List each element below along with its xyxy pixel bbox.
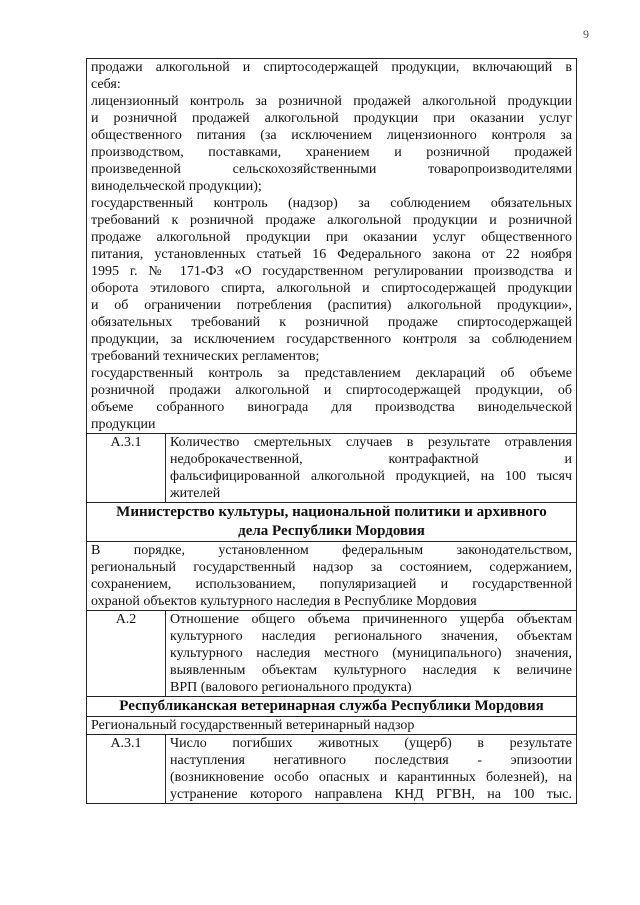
- heading-line: дела Республики Мордовия: [238, 523, 425, 539]
- indicators-table: [86, 58, 577, 804]
- text-line: устранение которого направлена КНД РГВН, на 100 тыс.: [170, 787, 572, 802]
- text-line: охраной объектов культурного наследия в Республике Мордовия: [91, 594, 477, 609]
- text-line: культурного наследия регионального значения, объектам: [170, 629, 572, 644]
- text-line: В порядке, установленном федеральным законодательством,: [91, 543, 572, 558]
- indicator-description: [166, 434, 577, 503]
- text-line: Региональный государственный ветеринарный надзор: [91, 718, 415, 733]
- text-line: произведенной сельскохозяйственными товаропроизводителями: [91, 162, 572, 177]
- section-heading: [87, 503, 577, 542]
- text-line: (возникновение особо опасных и карантинных болезней), на: [170, 770, 572, 785]
- text-line: культурного наследия местного (муниципального) значения,: [170, 646, 572, 661]
- text-line: объеме собранного винограда для производства винодельческой: [91, 400, 572, 415]
- table-row: [87, 611, 577, 697]
- control-description: [87, 542, 577, 611]
- indicator-description: [166, 611, 577, 697]
- text-line: розничной продажи алкогольной и спиртосодержащей продукции, об: [91, 383, 572, 398]
- text-line: и розничной продажей алкогольной продукции при оказании услуг: [91, 111, 572, 126]
- text-line: продажи алкогольной и спиртосодержащей продукции, включающий в: [91, 60, 572, 75]
- text-line: жителей: [170, 486, 221, 501]
- text-line: обязательных требований к розничной продаже спиртосодержащей: [91, 315, 572, 330]
- text-line: требований технических регламентов;: [91, 349, 320, 364]
- text-line: региональный государственный надзор за состоянием, содержанием,: [91, 560, 572, 575]
- text-line: общественного питания (за исключением лицензионного контроля за: [91, 128, 572, 143]
- control-description: [87, 59, 577, 434]
- table-row: [87, 434, 577, 503]
- table-row: [87, 697, 577, 717]
- table-row: [87, 717, 577, 735]
- text-line: требований к розничной продаже алкогольной продукции и розничной: [91, 213, 572, 228]
- text-line: наступления негативного последствия - эпизоотии: [170, 753, 572, 768]
- text-line: фальсифицированной алкогольной продукцией, на 100 тысяч: [170, 469, 572, 484]
- indicator-code: А.3.1: [87, 434, 166, 503]
- indicator-code: А.2: [87, 611, 166, 697]
- text-line: продукции, за исключением государственного контроля за соблюдением: [91, 332, 572, 347]
- text-line: государственный контроль (надзор) за соблюдением обязательных: [91, 196, 572, 211]
- text-line: Число погибших животных (ущерб) в результате: [170, 736, 572, 751]
- table-row: [87, 735, 577, 804]
- text-line: Отношение общего объема причиненного ущерба объектам: [170, 612, 572, 627]
- text-line: производством, поставками, хранением и розничной продажей: [91, 145, 572, 160]
- text-line: сохранением, использованием, популяризацией и государственной: [91, 577, 572, 592]
- text-line: Количество смертельных случаев в результате отравления: [170, 435, 572, 450]
- text-line: лицензионный контроль за розничной продажей алкогольной продукции: [91, 94, 572, 109]
- text-line: выявленным объектам культурного наследия к величине: [170, 663, 572, 678]
- table-row: [87, 503, 577, 542]
- text-line: винодельческой продукции);: [91, 179, 262, 194]
- text-line: себя:: [91, 77, 121, 92]
- indicator-description: [166, 735, 577, 804]
- text-line: 1995 г. № 171-ФЗ «О государственном регулировании производства и: [91, 264, 572, 279]
- text-line: продукции: [91, 417, 156, 432]
- indicator-code: А.3.1: [87, 735, 166, 804]
- text-line: питания, установленных статьей 16 Федерального закона от 22 ноября: [91, 247, 572, 262]
- text-line: продаже алкогольной продукции при оказании услуг общественного: [91, 230, 572, 245]
- text-line: оборота этилового спирта, алкогольной и спиртосодержащей продукции: [91, 281, 572, 296]
- table-row: [87, 542, 577, 611]
- page-number: 9: [583, 27, 589, 41]
- section-heading: Республиканская ветеринарная служба Республики Мордовия: [87, 697, 577, 717]
- heading-line: Министерство культуры, национальной политики и архивного: [116, 504, 547, 520]
- table-row: [87, 59, 577, 434]
- text-line: и об ограничении потребления (распития) алкогольной продукции»,: [91, 298, 572, 313]
- control-description: [87, 717, 577, 735]
- text-line: ВРП (валового регионального продукта): [170, 680, 412, 695]
- text-line: государственный контроль за представлением деклараций об объеме: [91, 366, 572, 381]
- text-line: недоброкачественной, контрафактной и: [170, 452, 572, 467]
